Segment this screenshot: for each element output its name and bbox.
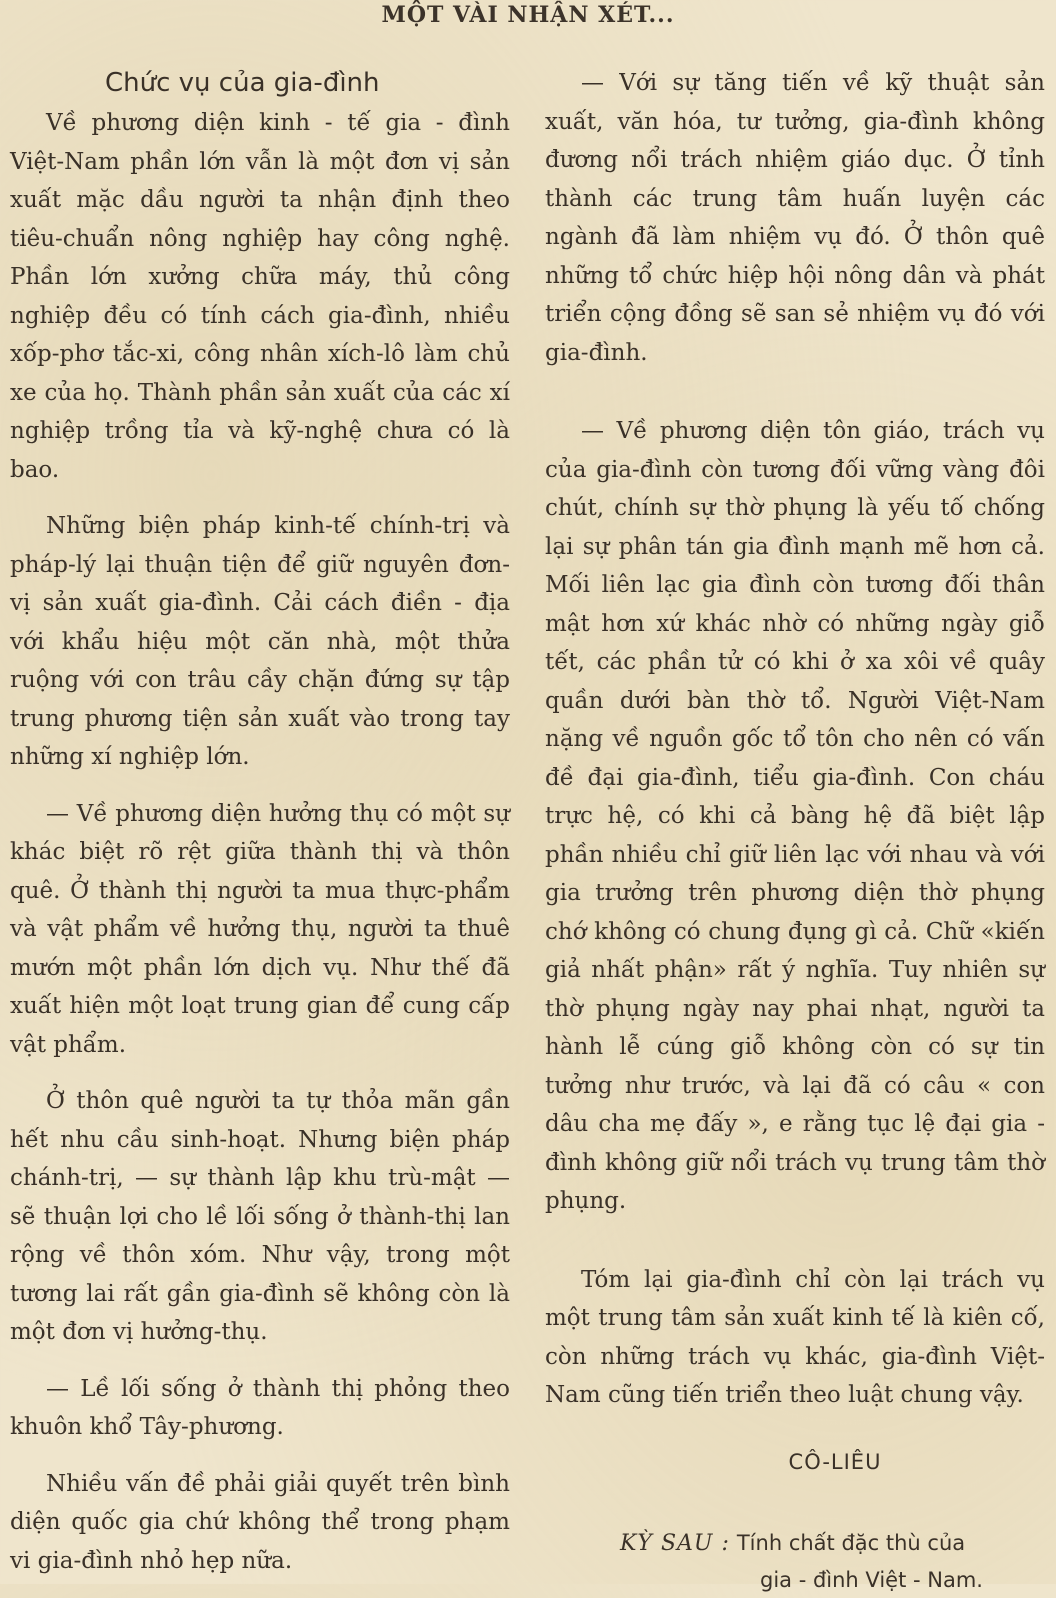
next-issue-title-line1: Tính chất đặc thù của [736, 1531, 966, 1555]
next-issue-label: KỲ SAU : [620, 1531, 730, 1556]
paragraph-policy: Những biện pháp kinh-tế chính-trị và pháp-lý lại thuận tiện để giữ nguyên đơn-vị sản xuất gia-đình. Cải cách điền - địa với khẩu hiệu một căn nhà, một thửa ruộng với con trâu cầy chặn đứng sự tập trung phương tiện sản xuất vào trong tay những xí nghiệp lớn. [10, 513, 510, 770]
paragraph-conclusion: Tóm lại gia-đình chỉ còn lại trách vụ một trung tâm sản xuất kinh tế là kiên cố, còn những trách vụ khác, gia-đình Việt-Nam cũng tiến triển theo luật chung vậy. [545, 1266, 1045, 1408]
paragraph-consumption: — Về phương diện hưởng thụ có một sự khác biệt rõ rệt giữa thành thị và thôn quê. Ở thành thị người ta mua thực-phẩm và vật phẩm về hưởng thụ, người ta thuê mướn một phần lớn dịch vụ. Như thế đã xuất hiện một loạt trung gian để cung cấp vật phẩm. [10, 800, 510, 1058]
paragraph-western-lifestyle: — Lề lối sống ở thành thị phỏng theo khuôn khổ Tây-phương. [10, 1375, 510, 1440]
section-title: Chức vụ của gia-đình [105, 68, 380, 98]
paragraph-religion: — Về phương diện tôn giáo, trách vụ của gia-đình còn tương đối vững vàng đôi chút, chính sự thờ phụng là yếu tố chống lại sự phân tán gia đình mạnh mẽ hơn cả. Mối liên lạc gia đình còn tương đối thân mật hơn xứ khác nhờ có những ngày giỗ tết, các phần tử có khi ở xa xôi về quây quần dưới bàn thờ tổ. Người Việt-Nam nặng về nguồn gốc tổ tôn cho nên có vấn đề đại gia-đình, tiểu gia-đình. Con cháu trực hệ, có khi cả bàng hệ đã biệt lập phần nhiều chỉ giữ liên lạc với nhau và với gia trưởng trên phương diện thờ phụng chớ không có chung đụng gì cả. Chữ «kiến giả nhất phận» rất ý nghĩa. Tuy nhiên sự thờ phụng ngày nay phai nhạt, người ta hành lễ cúng giỗ không còn có sự tin tưởng như trước, và lại đã có câu « con dâu cha mẹ đấy », e rằng tục lệ đại gia - đình không giữ nổi trách vụ trung tâm thờ phụng. [545, 418, 1045, 1214]
left-column [10, 64, 510, 1580]
author-signature: CÔ-LIÊU [788, 1449, 882, 1474]
paragraph-economy: Về phương diện kinh - tế gia - đình Việt-Nam phần lớn vẫn là một đơn vị sản xuất mặc dầu người ta nhận định theo tiêu-chuẩn nông nghiệp hay công nghệ. Phần lớn xưởng chữa máy, thủ công nghiệp đều có tính cách gia-đình, nhiều xốp-phơ tắc-xi, công nhân xích-lô làm chủ xe của họ. Thành phần sản xuất của các xí nghiệp trồng tỉa và kỹ-nghệ chưa có là bao. [10, 110, 510, 483]
paragraph-education: — Với sự tăng tiến về kỹ thuật sản xuất, văn hóa, tư tưởng, gia-đình không đương nổi trách nhiệm giáo dục. Ở tỉnh thành các trung tâm huấn luyện các ngành đã làm nhiệm vụ đó. Ở thôn quê những tổ chức hiệp hội nông dân và phát triển cộng đồng sẽ san sẻ nhiệm vụ đó với gia-đình. [545, 70, 1045, 366]
next-issue-note [545, 1525, 1045, 1598]
right-column [545, 64, 1045, 1598]
paragraph-national-issues: Nhiều vấn đề phải giải quyết trên bình diện quốc gia chứ không thể trong phạm vi gia-đình nhỏ hẹp nữa. [10, 1470, 510, 1574]
next-issue-title-line2: gia - đình Việt - Nam. [760, 1568, 983, 1592]
paragraph-countryside: Ở thôn quê người ta tự thỏa mãn gần hết nhu cầu sinh-hoạt. Nhưng biện pháp chánh-trị, — sự thành lập khu trù-mật — sẽ thuận lợi cho lề lối sống ở thành-thị lan rộng về thôn xóm. Như vậy, trong một tương lai rất gần gia-đình sẽ không còn là một đơn vị hưởng-thụ. [10, 1088, 510, 1345]
running-header: MỘT VÀI NHẬN XÉT... [381, 2, 675, 28]
